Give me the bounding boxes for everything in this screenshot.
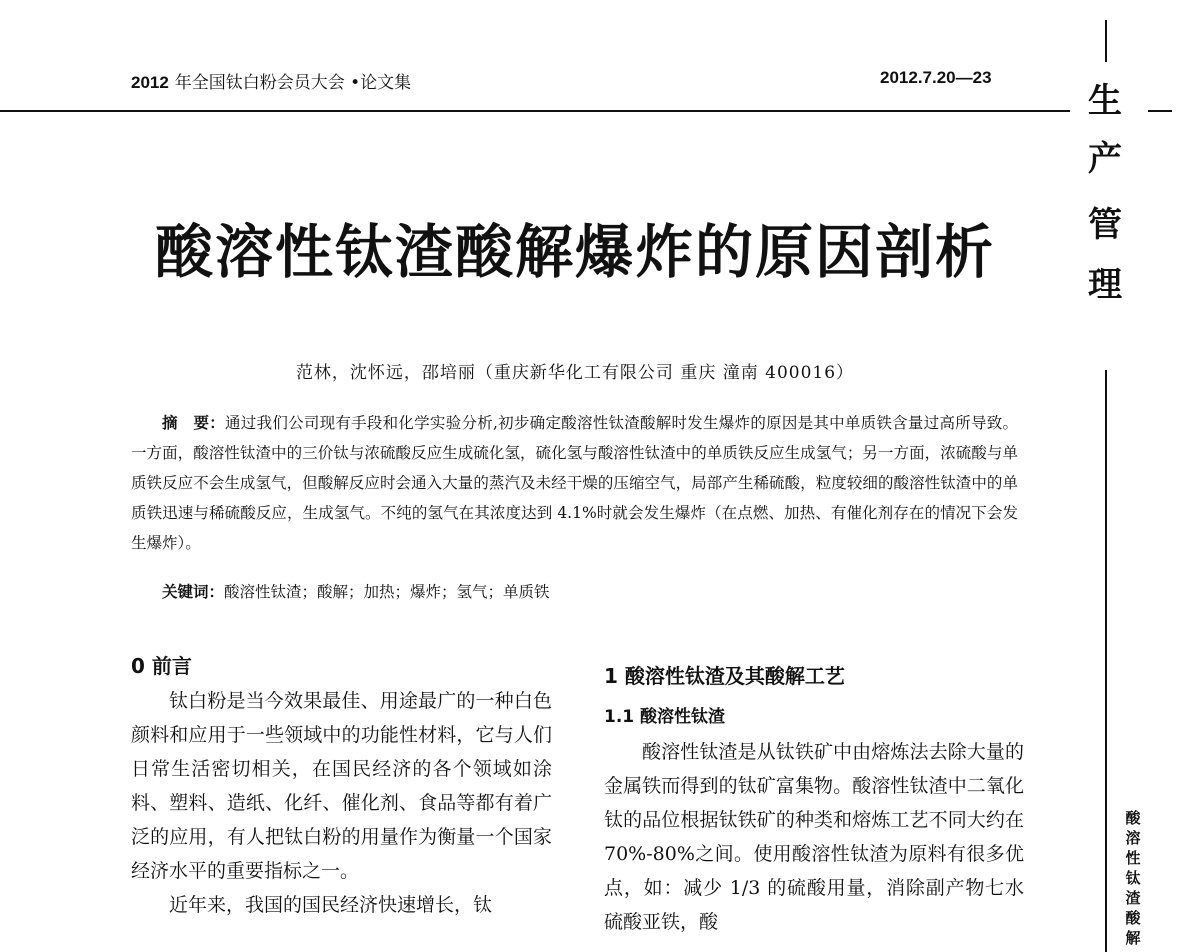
- article-authors: 范林，沈怀远，邵培丽（重庆新华化工有限公司 重庆 潼南 400016）: [295, 363, 855, 383]
- header-rule: [0, 110, 1070, 112]
- abstract-text: 通过我们公司现有手段和化学实验分析,初步确定酸溶性钛渣酸解时发生爆炸的原因是其中单质铁含量过高所导致。一方面，酸溶性钛渣中的三价钛与浓硫酸反应生成硫化氢，硫化氢与酸溶性钛渣中的单质铁反应生成氢气；另一方面，浓硫酸与单质铁反应不会生成氢气，但酸解反应时会通入大量的蒸汽及未经干燥的压缩空气，局部产生稀硫酸，粒度较细的酸溶性钛渣中的单质铁迅速与稀硫酸反应，生成氢气。不纯的氢气在其浓度达到 4.1%时就会发生爆炸（在点燃、加热、有催化剂存在的情况下会发生爆炸）。: [131, 414, 1018, 552]
- side-title-char: 钛: [1125, 869, 1141, 887]
- section-1-heading: 1 酸溶性钛渣及其酸解工艺: [604, 664, 845, 688]
- keywords-text: 酸溶性钛渣；酸解；加热；爆炸；氢气；单质铁: [224, 583, 550, 601]
- abstract-label: 摘 要：: [162, 414, 226, 432]
- side-title-char: 溶: [1125, 829, 1141, 847]
- header-year: 2012: [131, 73, 169, 92]
- side-category-char-2: 产: [1088, 139, 1122, 179]
- section-1-1-heading: 1.1 酸溶性钛渣: [604, 707, 726, 727]
- running-header-conference: [131, 68, 411, 93]
- side-rule-bottom: [1105, 370, 1107, 952]
- side-title-char: 酸: [1125, 809, 1141, 827]
- article-title: 酸溶性钛渣酸解爆炸的原因剖析: [154, 218, 995, 286]
- left-column: [131, 684, 552, 922]
- keywords: [162, 580, 550, 602]
- side-title-char: 解: [1125, 929, 1141, 947]
- side-category-char-1: 生: [1088, 81, 1122, 121]
- keywords-label: 关键词：: [162, 583, 225, 601]
- side-category-char-3: 管: [1088, 205, 1122, 245]
- side-category-char-4: 理: [1088, 265, 1122, 305]
- section-0-paragraph-1: 钛白粉是当今效果最佳、用途最广的一种白色颜料和应用于一些领域中的功能性材料，它与人们日常生活密切相关，在国民经济的各个领域如涂料、塑料、造纸、化纤、催化剂、食品等都有着广泛的应用，有人把钛白粉的用量作为衡量一个国家经济水平的重要指标之一。: [131, 690, 552, 882]
- header-date: 2012.7.20—23: [880, 68, 992, 87]
- side-title-char: 酸: [1125, 909, 1141, 927]
- header-conference: 年全国钛白粉会员大会 •论文集: [174, 73, 412, 93]
- section-0-heading: 0 前言: [131, 654, 192, 678]
- section-0-paragraph-2: 近年来，我国的国民经济快速增长，钛: [169, 894, 493, 916]
- right-column: [604, 735, 1024, 939]
- side-title-char: 性: [1125, 849, 1141, 867]
- side-title-char: 渣: [1125, 889, 1141, 907]
- side-rule-top: [1105, 20, 1107, 62]
- header-rule-right: [1148, 110, 1172, 112]
- abstract: [131, 408, 1018, 558]
- side-article-title: [1118, 808, 1148, 948]
- section-1-1-paragraph: 酸溶性钛渣是从钛铁矿中由熔炼法去除大量的金属铁而得到的钛矿富集物。酸溶性钛渣中二氧化钛的品位根据钛铁矿的种类和熔炼工艺不同大约在 70%-80%之间。使用酸溶性钛渣为原料有很多优点，如：减少 1/3 的硫酸用量，消除副产物七水硫酸亚铁，酸: [604, 741, 1024, 933]
